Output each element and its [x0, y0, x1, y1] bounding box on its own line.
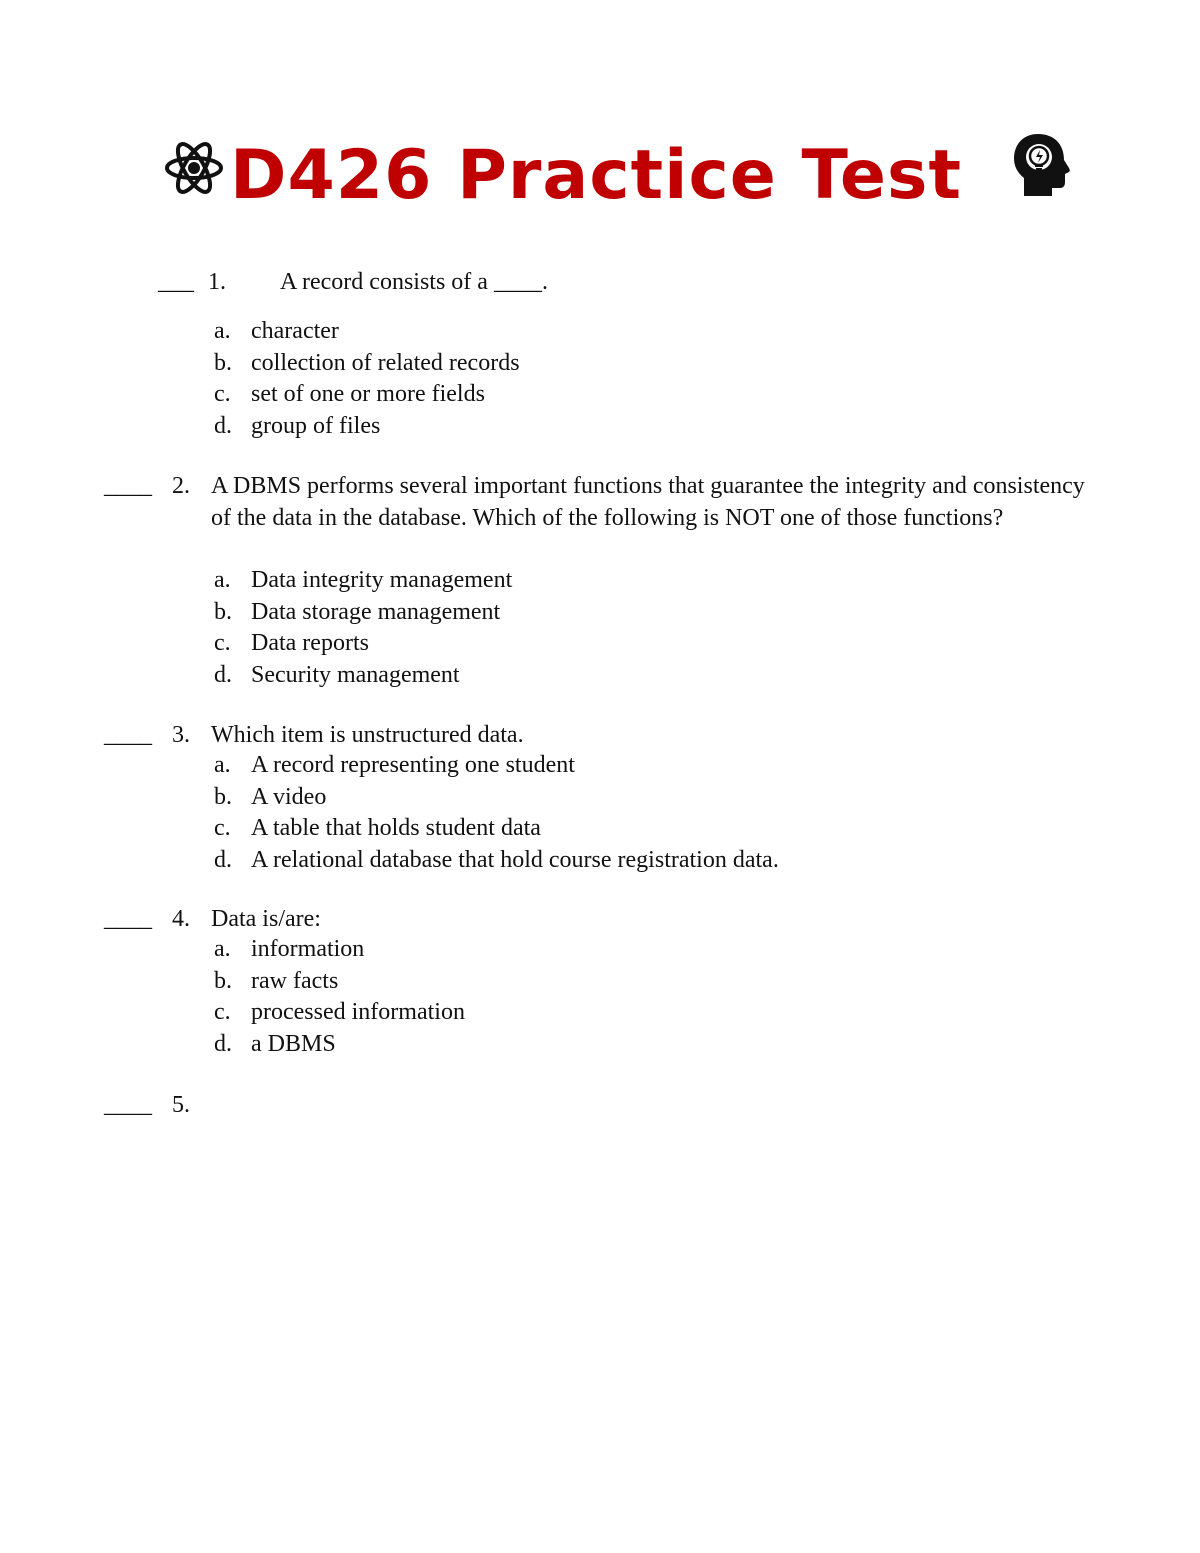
option-b: [214, 966, 465, 998]
answer-blank: ____: [104, 722, 152, 748]
option-text: Data integrity management: [251, 567, 513, 593]
option-letter: b.: [214, 967, 232, 994]
option-b: [214, 597, 512, 629]
option-c: [214, 628, 512, 660]
question-1-options: [214, 316, 520, 442]
option-text: Security management: [251, 661, 460, 688]
question-stem: Which item is unstructured data.: [211, 722, 524, 748]
option-b: [214, 782, 779, 814]
option-letter: c.: [214, 630, 231, 656]
question-stem: Data is/are:: [211, 906, 321, 932]
answer-blank: ____: [104, 1092, 152, 1118]
head-lightbulb-icon: [1012, 132, 1070, 198]
option-letter: d.: [214, 412, 232, 439]
page-title: D426 Practice Test: [230, 136, 962, 215]
option-d: [214, 660, 512, 692]
option-text: collection of related records: [251, 349, 520, 376]
option-a: [214, 565, 512, 597]
option-text: set of one or more fields: [251, 381, 485, 407]
option-text: A relational database that hold course registration data.: [251, 846, 779, 873]
option-letter: a.: [214, 318, 231, 344]
option-letter: a.: [214, 567, 231, 593]
option-text: a DBMS: [251, 1030, 336, 1057]
option-text: processed information: [251, 999, 465, 1025]
option-letter: d.: [214, 846, 232, 873]
option-letter: b.: [214, 783, 232, 810]
option-d: [214, 845, 779, 877]
option-letter: d.: [214, 661, 232, 688]
option-a: [214, 316, 520, 348]
answer-blank: ___: [158, 269, 194, 295]
atom-icon: [164, 136, 224, 200]
question-1: [158, 266, 548, 298]
question-number: 3.: [172, 722, 190, 748]
option-letter: c.: [214, 999, 231, 1025]
option-d: [214, 1029, 465, 1061]
option-text: information: [251, 936, 365, 962]
option-text: Data reports: [251, 630, 369, 656]
option-text: raw facts: [251, 967, 339, 994]
question-stem: A DBMS performs several important functions that guarantee the integrity and consistency of the data in the database. Which of the following is NOT one of those functions?: [211, 473, 1085, 531]
option-text: A table that holds student data: [251, 815, 541, 841]
option-d: [214, 411, 520, 443]
option-letter: b.: [214, 598, 232, 625]
option-letter: c.: [214, 815, 231, 841]
option-a: [214, 750, 779, 782]
option-b: [214, 348, 520, 380]
option-c: [214, 997, 465, 1029]
answer-blank: ____: [104, 473, 152, 499]
question-number: 4.: [172, 906, 190, 932]
option-a: [214, 934, 465, 966]
option-letter: a.: [214, 752, 231, 778]
option-letter: b.: [214, 349, 232, 376]
option-text: A record representing one student: [251, 752, 575, 778]
title-row: [160, 128, 1080, 228]
question-number: 5.: [172, 1092, 190, 1118]
option-c: [214, 379, 520, 411]
question-4: [104, 903, 1094, 935]
answer-blank: ____: [104, 906, 152, 932]
option-c: [214, 813, 779, 845]
option-text: A video: [251, 783, 327, 810]
option-text: group of files: [251, 412, 381, 439]
question-2-options: [214, 565, 512, 691]
question-number: 1.: [208, 269, 226, 295]
option-text: Data storage management: [251, 598, 501, 625]
option-letter: c.: [214, 381, 231, 407]
question-2: [104, 470, 1094, 534]
question-number: 2.: [172, 473, 190, 499]
question-3: [104, 719, 1094, 751]
option-letter: a.: [214, 936, 231, 962]
option-text: character: [251, 318, 339, 344]
question-3-options: [214, 750, 779, 876]
option-letter: d.: [214, 1030, 232, 1057]
question-stem: A record consists of a ____.: [280, 269, 548, 295]
question-4-options: [214, 934, 465, 1060]
